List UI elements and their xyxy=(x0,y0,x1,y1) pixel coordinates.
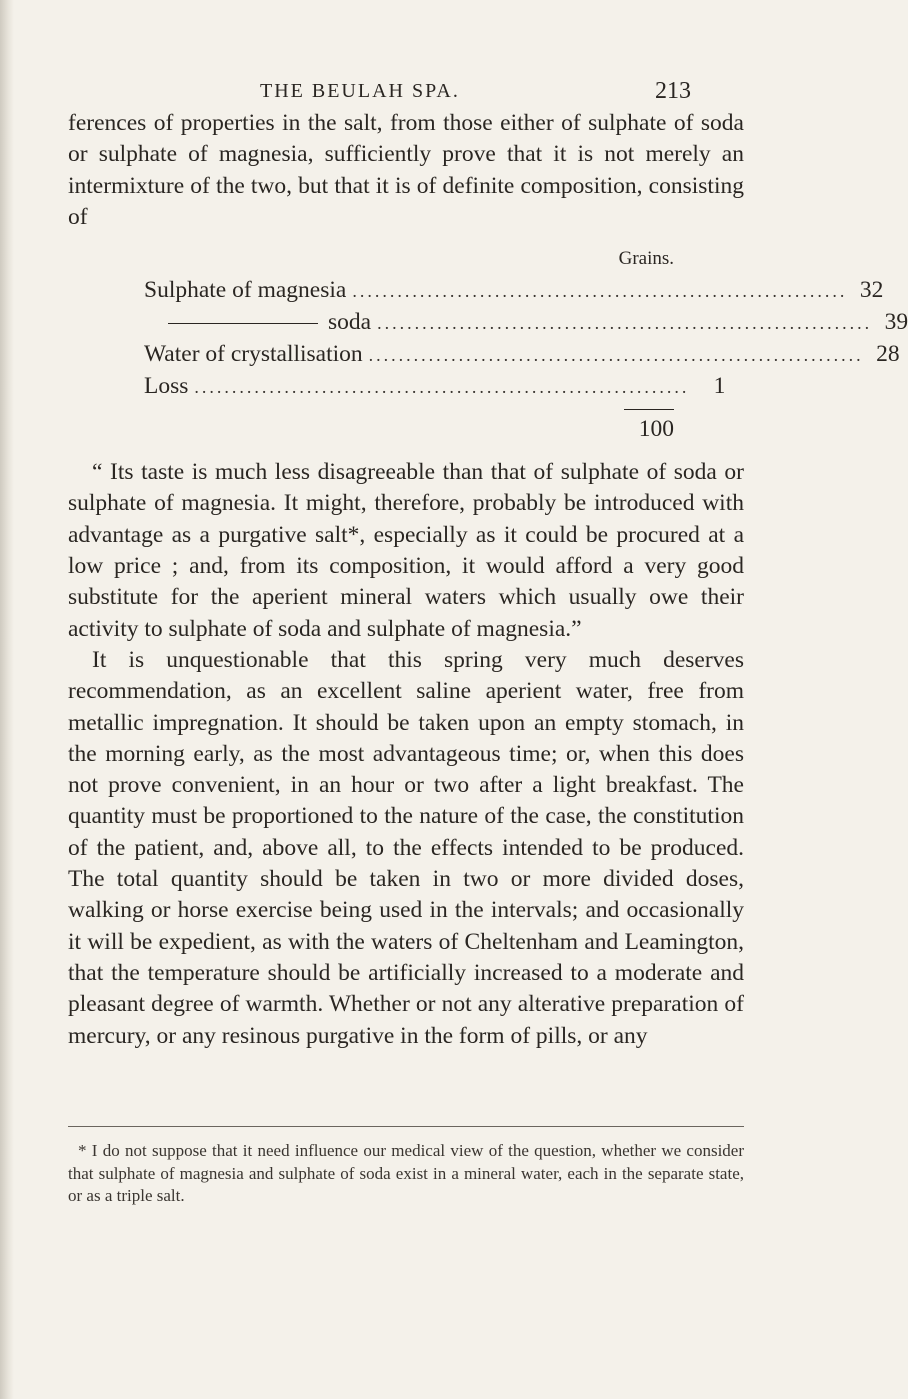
body-text xyxy=(68,108,908,1052)
row-label-ditto xyxy=(144,307,371,338)
page-header xyxy=(0,80,800,110)
table-row xyxy=(144,371,726,403)
row-label: Water of crystallisation xyxy=(144,341,363,368)
table-row xyxy=(144,307,908,339)
paragraph-2: “ Its taste is much less disagreeable than that of sulphate of soda or sulphate of magnesia. It might, therefore, probably be introduced with advantage as a purgative salt*, especially as it could be procured at a low price ; and, from its composition, it would afford a very good substitute for the aperient mineral waters which usually owe their activity to sulphate of soda and sulphate of magnesia.” xyxy=(68,459,744,642)
leader-dots: .................................................................. xyxy=(368,345,864,366)
table-row xyxy=(144,275,884,307)
footnote-rule xyxy=(68,1126,744,1127)
row-value: 1 xyxy=(713,373,726,400)
grains-header: Grains. xyxy=(618,248,674,270)
leader-dots: .................................................................. xyxy=(352,281,848,302)
footnote-mark: * xyxy=(78,1141,87,1160)
row-value: 39 xyxy=(884,309,908,336)
leader-dots: .................................................................. xyxy=(194,377,690,398)
row-value: 28 xyxy=(876,341,900,368)
paragraph-3: It is unquestionable that this spring very much deserves recommendation, as an excellent saline aperient water, free from metallic impregnation. It should be taken upon an empty stomach, in the morning early, as the most advantageous time; or, when this does not prove convenient, in an hour or two after a light breakfast. The quantity must be proportioned to the nature of the case, the constitution of the patient, and, above all, to the effects intended to be produced. The total quantity should be taken in two or more divided doses, walking or horse exercise being used in the intervals; and occasionally it will be expedient, as with the waters of Cheltenham and Leamington, that the temperature should be artificially increased to a moderate and pleasant degree of warmth. Whether or not any alterative preparation of mercury, or any resinous purgative in the form of pills, or any xyxy=(68,646,744,1049)
footnote xyxy=(68,1140,744,1208)
composition-table xyxy=(144,247,908,445)
row-label: Loss xyxy=(144,373,189,400)
row-value: 32 xyxy=(859,277,884,304)
running-head: THE BEULAH SPA. xyxy=(260,80,460,102)
total-value: 100 xyxy=(638,416,674,443)
paragraph-1: ferences of properties in the salt, from those either of sulphate of soda or sulphate of magnesia, sufficiently prove that it is not merely an intermixture of the two, but that it is of definite composition, consisting of xyxy=(68,110,744,230)
page-number: 213 xyxy=(655,78,691,104)
footnote-text: I do not suppose that it need influence our medical view of the question, whether we consider that sulphate of magnesia and sulphate of soda exist in a mineral water, each in the separate state, or as a triple salt. xyxy=(68,1141,745,1205)
table-row xyxy=(144,339,900,371)
leader-dots: .................................................................. xyxy=(377,313,873,334)
row-label: Sulphate of magnesia xyxy=(144,277,347,304)
total-rule xyxy=(624,409,674,410)
ditto-dash xyxy=(168,323,318,324)
row-label: soda xyxy=(328,309,372,336)
